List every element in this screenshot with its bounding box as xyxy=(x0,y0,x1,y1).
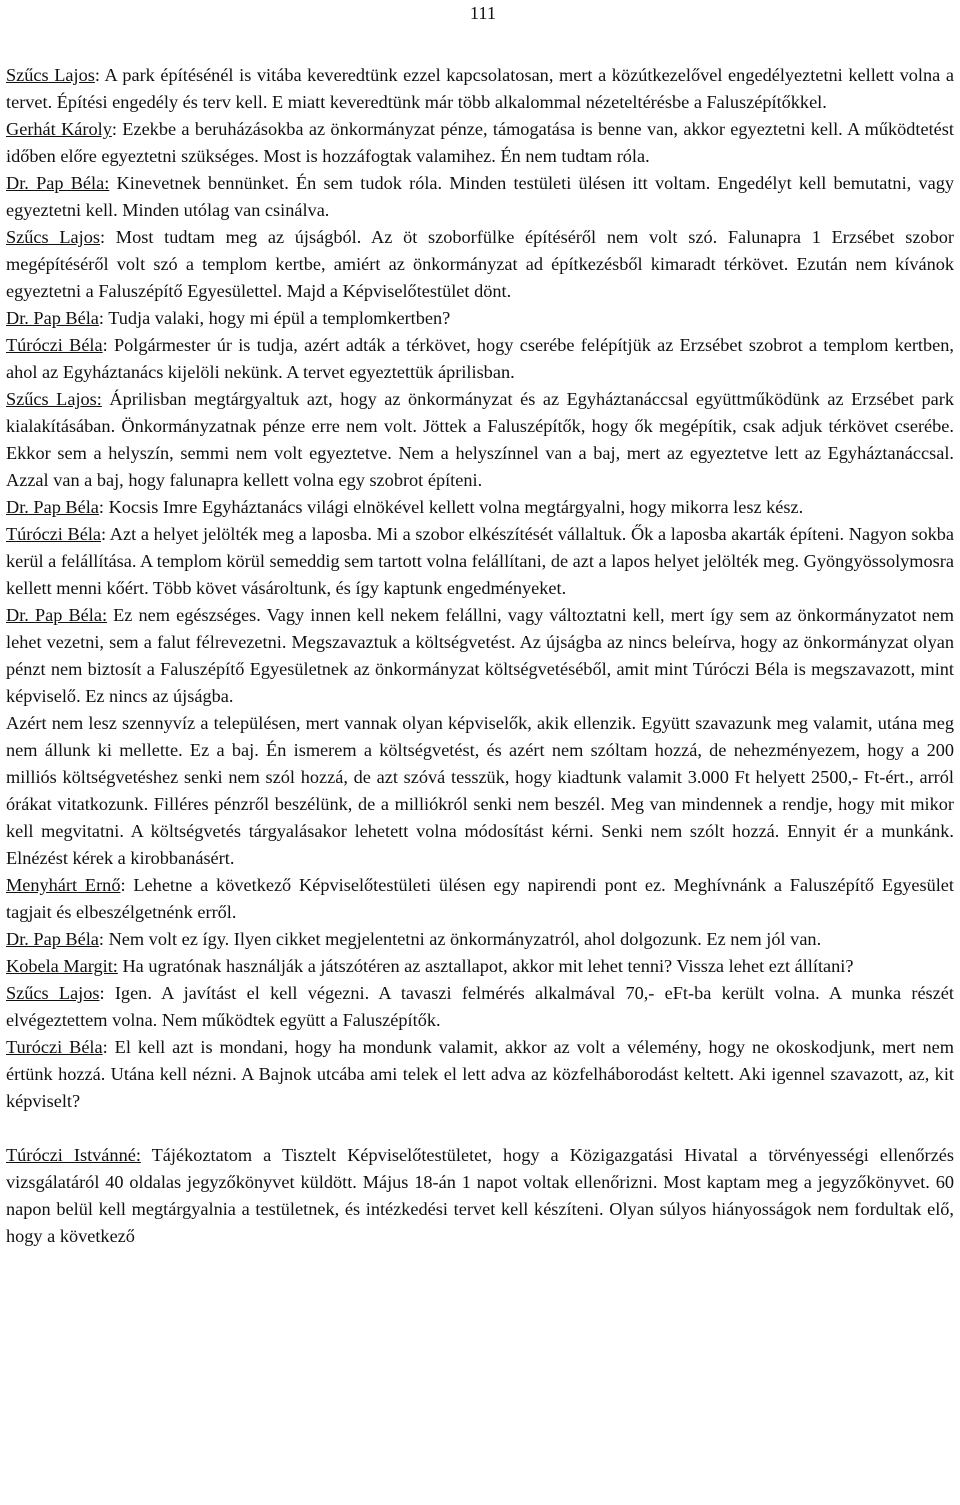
paragraph xyxy=(6,872,954,926)
speaker-name: Szűcs Lajos: xyxy=(6,389,102,409)
speaker-name: Szűcs Lajos xyxy=(6,65,95,85)
paragraph-text: Áprilisban megtárgyaltuk azt, hogy az önkormányzat és az Egyháztanáccsal együttműködünk az Erzsébet park kialakításában. Önkormányzatnak pénze erre nem volt. Jöttek a Faluszépítők, hogy ők megépítik, csak adjuk térkövet cserébe. Ekkor sem a helyszín, semmi nem volt egyeztetve. Nem a helyszínnel van a baj, mert az egyeztetve lett az Egyháztanáccsal. Azzal van a baj, hogy falunapra kellett volna egy szobrot építeni. xyxy=(6,389,954,490)
paragraph-text: Ez nem egészséges. Vagy innen kell nekem felállni, vagy változtatni kell, mert így sem az önkormányzatot nem lehet vezetni, sem a falut félrevezetni. Megszavaztuk a költségvetést. Az újságba az nincs beleírva, hogy az önkormányzat olyan pénzt nem biztosít a Faluszépítő Egyesületnek az önkormányzat költségvetéséből, amit mint Túróczi Béla is megszavazott, mint képviselő. Ez nincs az újságba. xyxy=(6,605,954,706)
paragraph-text: : Igen. A javítást el kell végezni. A tavaszi felmérés alkalmával 70,- eFt-ba került volna. A munka részét elvégeztettem volna. Nem működtek együtt a Faluszépítők. xyxy=(6,983,954,1030)
speaker-name: Túróczi Béla xyxy=(6,524,102,544)
paragraph xyxy=(6,1142,954,1250)
speaker-name: Szűcs Lajos xyxy=(6,227,100,247)
paragraph-text: Kinevetnek bennünket. Én sem tudok róla. Minden testületi ülésen itt voltam. Engedélyt kell bemutatni, vagy egyeztetni kell. Minden utólag van csinálva. xyxy=(6,173,954,220)
speaker-name: Szűcs Lajos xyxy=(6,983,100,1003)
paragraph-text: : Polgármester úr is tudja, azért adták a térkövet, hogy cserébe felépítjük az Erzsébet szobrot a templom kertben, ahol az Egyháztanács kijelöli nekünk. A tervet egyeztettük áprilisban. xyxy=(6,335,954,382)
paragraph xyxy=(6,980,954,1034)
speaker-name: Dr. Pap Béla xyxy=(6,497,99,517)
paragraph-text: : Most tudtam meg az újságból. Az öt szoborfülke építéséről nem volt szó. Falunapra 1 Erzsébet szobor megépítéséről volt szó a templom kertbe, amiért az önkormányzat ad építkezésből kimaradt térkövet. Ezután nem kívánok egyeztetni a Faluszépítő Egyesülettel. Majd a Képviselőtestület dönt. xyxy=(6,227,954,301)
speaker-name: Dr. Pap Béla: xyxy=(6,173,110,193)
speaker-name: Dr. Pap Béla: xyxy=(6,605,108,625)
paragraph-text: Azért nem lesz szennyvíz a településen, mert vannak olyan képviselők, akik ellenzik. Együtt szavazunk meg valamit, utána meg nem állunk ki mellette. Ez a baj. Én ismerem a költségvetést, és azért nem szóltam hozzá, de nehezményezem, hogy a 200 milliós költségvetéshez senki nem szól hozzá, de azt szóvá tesszük, hogy kiadtunk valamit 3.000 Ft helyett 2500,- Ft-ért., arról órákat vitatkozunk. Filléres pénzről beszélünk, de a milliókról senki nem beszél. Meg van mindennek a rendje, hogy mit mikor kell megvitatni. A költségvetés tárgyalásakor lehetett volna módosítást kérni. Senki nem szólt hozzá. Ennyit ér a munkánk. Elnézést kérek a kirobbanásért. xyxy=(6,713,954,868)
speaker-name: Turóczi Béla xyxy=(6,1037,103,1057)
paragraph-text: : Lehetne a következő Képviselőtestületi ülésen egy napirendi pont ez. Meghívnánk a Faluszépítő Egyesület tagjait és elbeszélgetnénk erről. xyxy=(6,875,954,922)
speaker-name: Kobela Margit: xyxy=(6,956,118,976)
paragraph-text: : Nem volt ez így. Ilyen cikket megjelentetni az önkormányzatról, ahol dolgozunk. Ez nem jól van. xyxy=(98,929,822,949)
paragraph-spacer xyxy=(6,1115,954,1142)
paragraph-text: Ha ugratónak használják a játszótéren az asztallapot, akkor mit lehet tenni? Vissza lehet ezt állítani? xyxy=(117,956,854,976)
paragraph xyxy=(6,953,954,980)
paragraph-text: : Kocsis Imre Egyháztanács világi elnökével kellett volna megtárgyalni, hogy mikorra lesz kész. xyxy=(98,497,804,517)
paragraph xyxy=(6,386,954,494)
paragraph xyxy=(6,494,954,521)
paragraph-text: : Ezekbe a beruházásokba az önkormányzat pénze, támogatása is benne van, akkor egyeztetni kell. A működtetést időben előre egyeztetni szükséges. Most is hozzáfogtak valamihez. Én nem tudtam róla. xyxy=(6,119,954,166)
paragraph xyxy=(6,710,954,872)
page-header xyxy=(6,0,954,62)
paragraph xyxy=(6,332,954,386)
speaker-name: Dr. Pap Béla xyxy=(6,929,99,949)
paragraph xyxy=(6,116,954,170)
speaker-name: Menyhárt Ernő xyxy=(6,875,121,895)
page-number: 111 xyxy=(469,3,496,23)
speaker-name: Túróczi Istvánné: xyxy=(6,1145,141,1165)
paragraph-text: : A park építésénél is vitába keveredtünk ezzel kapcsolatosan, mert a közútkezelővel engedélyeztetni kellett volna a tervet. Építési engedély és terv kell. E miatt keveredtünk már több alkalommal nézeteltérésbe a Faluszépítőkkel. xyxy=(6,65,954,112)
speaker-name: Dr. Pap Béla xyxy=(6,308,99,328)
paragraph-text: : El kell azt is mondani, hogy ha mondunk valamit, akkor az volt a vélemény, hogy ne okoskodjunk, mert nem értünk hozzá. Utána kell nézni. A Bajnok utcába ami telek el lett adva az közfelháborodást keltett. Aki igennel szavazott, az, kit képviselt? xyxy=(6,1037,954,1111)
paragraph-text: : Tudja valaki, hogy mi épül a templomkertben? xyxy=(98,308,451,328)
speaker-name: Túróczi Béla xyxy=(6,335,103,355)
paragraph xyxy=(6,1034,954,1115)
paragraph xyxy=(6,305,954,332)
paragraph xyxy=(6,170,954,224)
document-body xyxy=(6,62,954,1250)
speaker-name: Gerhát Károly xyxy=(6,119,112,139)
paragraph-text: : Azt a helyet jelölték meg a laposba. Mi a szobor elkészítését vállaltuk. Ők a laposba akarták építeni. Nagyon sokba kerül a felállítása. A templom körül semeddig sem tartott volna felállítani, de azt a lapos helyet jelölték meg. Gyöngyössolymosra kellett menni kőért. Több követ vásároltunk, és így kaptunk engedményeket. xyxy=(6,524,954,598)
paragraph xyxy=(6,62,954,116)
paragraph xyxy=(6,224,954,305)
paragraph xyxy=(6,926,954,953)
paragraph-text: Tájékoztatom a Tisztelt Képviselőtestületet, hogy a Közigazgatási Hivatal a törvényességi ellenőrzés vizsgálatáról 40 oldalas jegyzőkönyvet küldött. Május 18-án 1 napot voltak ellenőrizni. Most kaptam meg a jegyzőkönyvet. 60 napon belül kell megtárgyalnia a testületnek, és intézkedési tervet kell készíteni. Olyan súlyos hiányosságok nem fordultak elő, hogy a következő xyxy=(6,1145,954,1246)
paragraph xyxy=(6,602,954,710)
paragraph xyxy=(6,521,954,602)
